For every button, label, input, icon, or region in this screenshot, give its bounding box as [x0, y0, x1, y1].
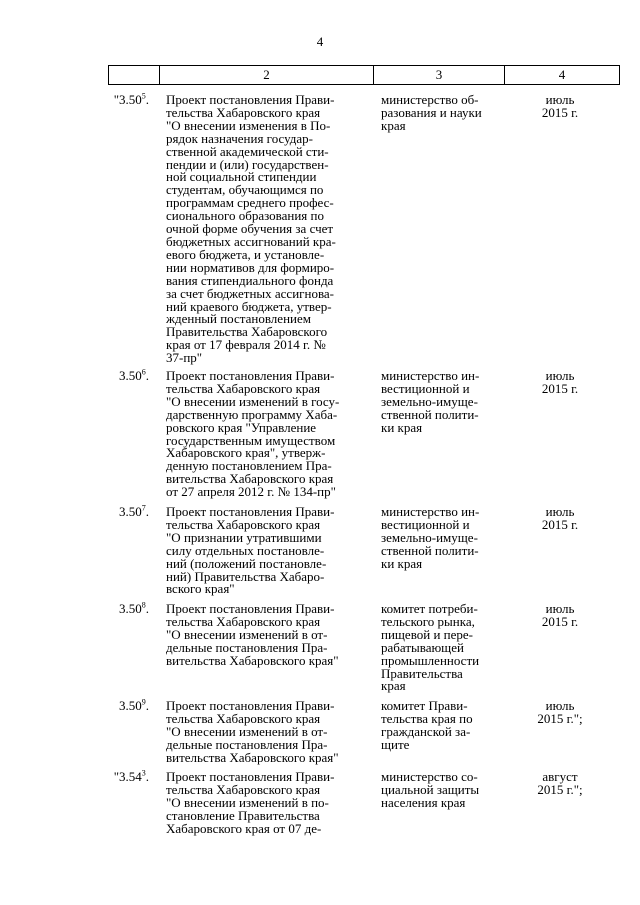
column-header-row — [109, 66, 620, 85]
item-number: 3.50$^7$. — [119, 503, 149, 519]
item-title: Проект постановления Прави- тельства Хабаровского края "О внесении изменений в госу- дарственную программу Хаба- ровского края "Управление государственным имуществом Хабаровского края", утверж- денную постановлением Пра- вительства Хабаровского края от 27 апреля 2012 г. № 134-пр" — [166, 368, 340, 500]
page-number: 4 — [316, 34, 324, 49]
item-number: 3.50$^6$. — [119, 367, 149, 383]
item-executor: министерство ин- вестиционной и земельно-имуще- ственной полити- ки края — [381, 504, 480, 571]
column-header-4: 4 — [505, 66, 620, 85]
item-title: Проект постановления Прави- тельства Хабаровского края "О внесении изменений в по- становление Правительства Хабаровского края от 07 де- — [166, 769, 335, 836]
column-header-1 — [109, 66, 160, 85]
item-number: 3.50$^8$. — [119, 600, 149, 616]
item-title: Проект постановления Прави- тельства Хабаровского края "О внесении изменения в По- рядок назначения государ- ственной академической сти- пендии и (или) государствен- ной социальной стипендии студентам, обучающимся по программам среднего профес- сионального образования по очной форме обучения за счет бюджетных ассигнований кра- евого бюджета, и установле- нии нормативов для формиро- вания стипендиального фонда за счет бюджетных ассигнова- ний краевого бюджета, утвер- жденный постановлением Правительства Хабаровского края от 17 февраля 2014 г. № 37-пр" — [166, 92, 336, 366]
column-header-2: 2 — [160, 66, 374, 85]
item-executor: комитет Прави- тельства края по гражданской за- щите — [381, 698, 473, 752]
item-executor: комитет потреби- тельского рынка, пищевой и пере- рабатывающей промышленности Правительства края — [381, 601, 480, 694]
column-header-3: 3 — [374, 66, 505, 85]
item-number: "3.54$^3$. — [113, 768, 149, 784]
item-title: Проект постановления Прави- тельства Хабаровского края "О внесении изменений в от- дельные постановления Пра- вительства Хабаровского края" — [166, 601, 339, 668]
item-title: Проект постановления Прави- тельства Хабаровского края "О внесении изменений в от- дельные постановления Пра- вительства Хабаровского края" — [166, 698, 339, 765]
item-date: июль 2015 г. — [541, 368, 579, 396]
item-date: июль 2015 г."; — [537, 698, 583, 726]
item-executor: министерство ин- вестиционной и земельно-имуще- ственной полити- ки края — [381, 368, 480, 435]
column-header-table — [108, 65, 620, 85]
item-executor: министерство со- циальной защиты населения края — [381, 769, 480, 810]
item-number: 3.50$^9$. — [119, 697, 149, 713]
item-executor: министерство об- разования и науки края — [381, 92, 482, 133]
item-date: июль 2015 г. — [541, 504, 579, 532]
item-number: "3.50$^5$. — [113, 91, 149, 107]
item-date: июль 2015 г. — [541, 601, 579, 629]
item-date: июль 2015 г. — [541, 92, 579, 120]
item-title: Проект постановления Прави- тельства Хабаровского края "О признании утратившими силу отдельных постановле- ний (положений постановле- ний) Правительства Хабаро- вского края" — [166, 504, 335, 597]
item-date: август 2015 г."; — [537, 769, 583, 797]
